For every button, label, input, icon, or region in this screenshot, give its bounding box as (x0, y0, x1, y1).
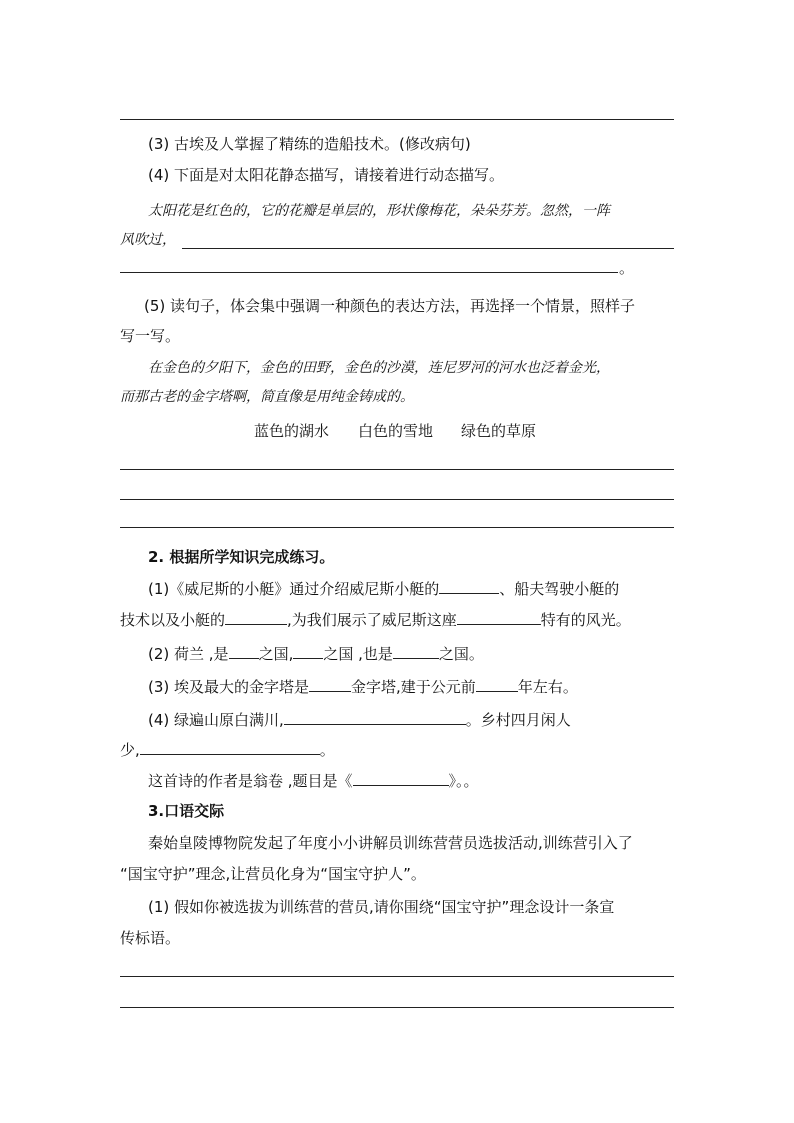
scene-option-snow: 白色的雪地 (358, 422, 434, 440)
answer-line[interactable] (182, 248, 674, 249)
answer-line[interactable] (120, 499, 674, 500)
q2-item-4-text: 。乡村四月闲人 (465, 711, 571, 729)
answer-line[interactable] (120, 469, 674, 470)
q2-item-5-text: 》。。 (448, 772, 479, 790)
q3-item-1-cont: 传标语。 (120, 929, 181, 947)
fill-blank[interactable] (309, 676, 351, 692)
q2-item-1-text: (1)《威尼斯的小艇》通过介绍威尼斯小艇的 (148, 580, 440, 598)
q2-item-2-text: 之国。 (438, 645, 484, 663)
q2-item-3-text: 金字塔,建于公元前 (351, 678, 476, 696)
q1-item-4-passage-cont: 风吹过， (120, 232, 176, 248)
q2-item-1-text: 特有的风光。 (540, 611, 631, 629)
fill-blank[interactable] (293, 643, 323, 659)
q2-item-1-cont (120, 609, 631, 630)
q2-item-4-text: 。 (319, 741, 335, 759)
scene-option-lake: 蓝色的湖水 (254, 422, 330, 440)
answer-line[interactable] (120, 272, 618, 273)
q1-item-3: (3) 古埃及人掌握了精练的造船技术。(修改病句) (148, 135, 471, 153)
q3-intro-cont: “国宝守护”理念,让营员化身为“国宝守护人”。 (120, 865, 426, 883)
q3-intro: 秦始皇陵博物院发起了年度小小讲解员训练营营员选拔活动,训练营引入了 (148, 834, 633, 852)
q1-item-5-passage-cont: 而那古老的金字塔啊，简直像是用纯金铸成的。 (120, 389, 414, 405)
fill-blank[interactable] (476, 676, 518, 692)
q2-item-4-text: 少, (120, 741, 140, 759)
fill-blank[interactable] (439, 578, 499, 594)
q1-item-5-passage: 在金色的夕阳下，金色的田野，金色的沙漠，连尼罗河的河水也泛着金光， (148, 360, 610, 376)
q3-item-1: (1) 假如你被选拔为训练营的营员,请你围绕“国宝守护”理念设计一条宣 (148, 898, 615, 916)
q2-item-2 (148, 643, 484, 664)
fill-blank[interactable] (140, 739, 320, 755)
scene-option-grassland: 绿色的草原 (461, 422, 537, 440)
q2-item-1-text: 、船夫驾驶小艇的 (499, 580, 620, 598)
q1-item-5: (5) 读句子，体会集中强调一种颜色的表达方法，再选择一个情景，照样子 (144, 297, 636, 315)
answer-line[interactable] (120, 527, 674, 528)
q2-item-1-text: ,为我们展示了威尼斯这座 (287, 611, 457, 629)
fill-blank[interactable] (353, 770, 449, 786)
q2-item-4-cont (120, 739, 335, 760)
q1-item-5-cont: 写一写。 (120, 327, 181, 345)
q2-item-2-text: 之国, (258, 645, 294, 663)
fill-blank[interactable] (457, 609, 541, 625)
q2-title: 2. 根据所学知识完成练习。 (148, 548, 335, 566)
fill-blank[interactable] (284, 709, 466, 725)
answer-line[interactable] (120, 119, 674, 120)
q1-item-4-passage: 太阳花是红色的，它的花瓣是单层的，形状像梅花，朵朵芬芳。忽然，一阵 (148, 203, 610, 219)
q2-item-5 (148, 770, 479, 791)
q1-item-4-end: 。 (619, 259, 635, 277)
fill-blank[interactable] (393, 643, 439, 659)
q2-item-1-text: 技术以及小艇的 (120, 611, 226, 629)
q3-title: 3.口语交际 (148, 802, 225, 820)
fill-blank[interactable] (225, 609, 287, 625)
q2-item-3-text: 年左右。 (517, 678, 578, 696)
q2-item-5-text: 这首诗的作者是翁卷 ,题目是《 (148, 772, 353, 790)
q2-item-2-text: (2) 荷兰 ,是 (148, 645, 229, 663)
q2-item-1 (148, 578, 619, 599)
q2-item-2-text: 之国 ,也是 (323, 645, 393, 663)
q2-item-3-text: (3) 埃及最大的金字塔是 (148, 678, 310, 696)
fill-blank[interactable] (229, 643, 259, 659)
q2-item-4-text: (4) 绿遍山原白满川, (148, 711, 284, 729)
q2-item-3 (148, 676, 578, 697)
answer-line[interactable] (120, 1007, 674, 1008)
q2-item-4 (148, 709, 571, 730)
q1-item-4: (4) 下面是对太阳花静态描写，请接着进行动态描写。 (148, 166, 505, 184)
answer-line[interactable] (120, 976, 674, 977)
